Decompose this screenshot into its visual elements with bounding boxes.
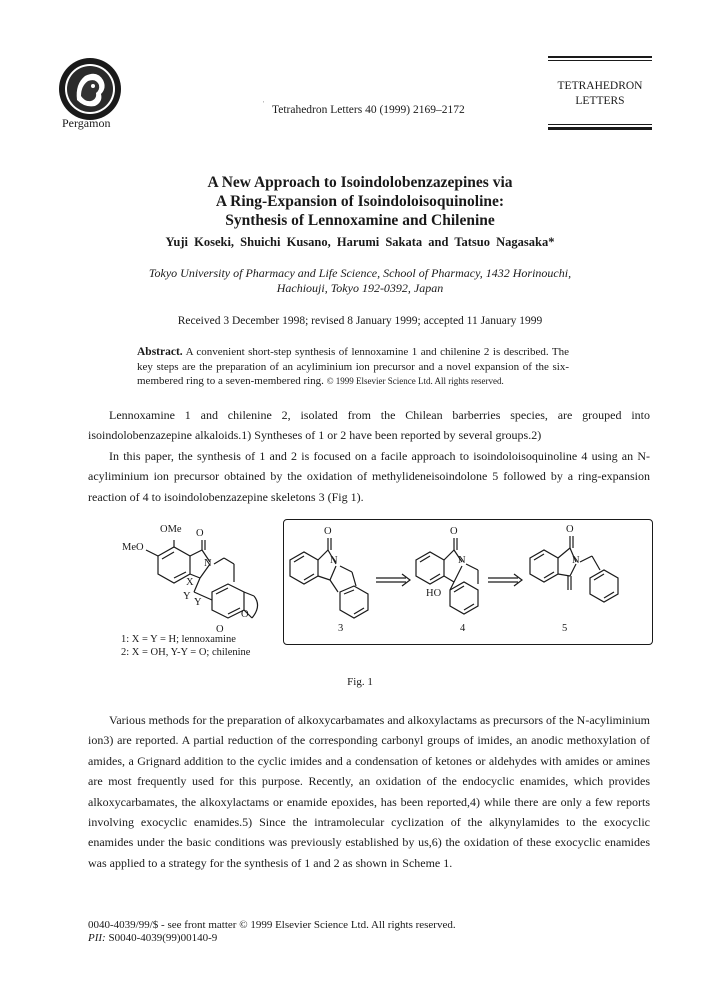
masthead-rule <box>548 60 652 61</box>
paragraph-text: Lennoxamine 1 and chilenine 2, isolated from the Chilean barberries species, are grouped into isoindolobenzazepine alkaloids.1) Syntheses of 1 or 2 have been reported by several groups.2) <box>88 408 650 443</box>
label-y: Y <box>194 597 202 608</box>
paper-title <box>0 173 720 230</box>
pii-value: S0040-4039(99)00140-9 <box>108 932 218 944</box>
compound-legend <box>121 634 250 659</box>
pii-label: PII: <box>88 932 106 944</box>
abstract <box>137 345 569 389</box>
journal-name-line: LETTERS <box>575 95 625 107</box>
label-x: X <box>186 577 194 588</box>
body-paragraph <box>88 710 650 873</box>
title-line: A Ring-Expansion of Isoindoloisoquinoline: <box>215 193 505 210</box>
abstract-text: A convenient short-step synthesis of lennoxamine 1 and chilenine 2 is described. The key steps are the preparation of an acyliminium ion precursor and a novel expansion of the six-membered ring to a seven-membered ring. <box>137 346 569 388</box>
compound-3-label: 3 <box>338 623 344 634</box>
journal-name <box>548 79 652 109</box>
masthead-rule <box>548 127 652 130</box>
pii-line <box>88 932 456 945</box>
masthead-rule <box>548 124 652 125</box>
author-list: Yuji Koseki, Shuichi Kusano, Harumi Sakata and Tatsuo Nagasaka* <box>165 235 555 249</box>
compound-note: 1: X = Y = H; lennoxamine <box>121 634 236 645</box>
retrosynthesis-scheme <box>283 519 653 645</box>
label-ome: OMe <box>160 524 182 535</box>
label-n: N <box>330 555 338 566</box>
label-n: N <box>204 558 212 569</box>
body-paragraph <box>88 446 650 507</box>
journal-name-line: TETRAHEDRON <box>557 80 643 92</box>
figure-caption: Fig. 1 <box>347 676 373 688</box>
affiliation-line: Hachiouji, Tokyo 192-0392, Japan <box>276 281 444 295</box>
label-n: N <box>572 555 580 566</box>
label-ho: HO <box>426 588 442 599</box>
compound-note: 2: X = OH, Y-Y = O; chilenine <box>121 646 251 658</box>
title-line: Synthesis of Lennoxamine and Chilenine <box>225 212 495 229</box>
body-paragraph <box>88 405 650 446</box>
publisher-logo <box>57 56 123 122</box>
label-o: O <box>216 624 224 635</box>
affiliation <box>0 266 720 296</box>
label-meo: MeO <box>122 542 144 553</box>
label-o: O <box>324 526 332 537</box>
paragraph-text: Various methods for the preparation of alkoxycarbamates and alkoxylactams as precursors of the N-acyliminium ion3) are reported. A partial reduction of the corresponding carbonyl groups of imides, an anodic methoxylation of amides, a Grignard addition to the cyclic imides and a condensation of ketones or aldehydes with amides or amines are most frequently used for this purpose. Recently, an oxidation of the endocyclic enamides, which provides alkoxycarbamates, the alkoxylactams or enamide epoxides, has been reported,4) while there are only a few reports involving exocyclic enamides.5) Since the intramolecular cyclization of the alkynylamides to the exocyclic enamides under the basic conditions was previously established by us,6) the oxidation of these exocyclic enamides was applied to a strategy for the synthesis of 1 and 2 as shown in Scheme 1. <box>88 713 650 870</box>
label-o: O <box>196 528 204 539</box>
label-o: O <box>450 526 458 537</box>
label-n: N <box>458 555 466 566</box>
publisher-name: Pergamon <box>62 116 111 130</box>
paragraph-text: In this paper, the synthesis of 1 and 2 is focused on a facile approach to isoindoloisoquinoline 4 using an N-acyliminium ion precursor obtained by the oxidation of methylideneisoindolone 5 followed by a ring-expansion reaction of 4 to isoindolobenzazepine skeletons 3 (Fig 1). <box>88 449 650 504</box>
received-dates: Received 3 December 1998; revised 8 January 1999; accepted 11 January 1999 <box>177 315 543 327</box>
affiliation-line: Tokyo University of Pharmacy and Life Science, School of Pharmacy, 1432 Horinouchi, <box>148 266 572 280</box>
citation-mark: ˈ <box>262 100 265 109</box>
abstract-label: Abstract. <box>137 346 183 358</box>
footer <box>88 919 456 945</box>
journal-citation: Tetrahedron Letters 40 (1999) 2169–2172 <box>272 104 465 116</box>
label-o: O <box>241 609 249 620</box>
label-o: O <box>566 524 574 535</box>
compound-5-label: 5 <box>562 623 568 634</box>
front-matter-line: 0040-4039/99/$ - see front matter © 1999 Elsevier Science Ltd. All rights reserved. <box>88 919 456 931</box>
title-line: A New Approach to Isoindolobenzazepines via <box>207 174 513 191</box>
masthead-rule <box>548 56 652 58</box>
compound-4-label: 4 <box>460 623 466 634</box>
label-y: Y <box>183 591 191 602</box>
abstract-copyright: © 1999 Elsevier Science Ltd. All rights reserved. <box>326 376 504 387</box>
